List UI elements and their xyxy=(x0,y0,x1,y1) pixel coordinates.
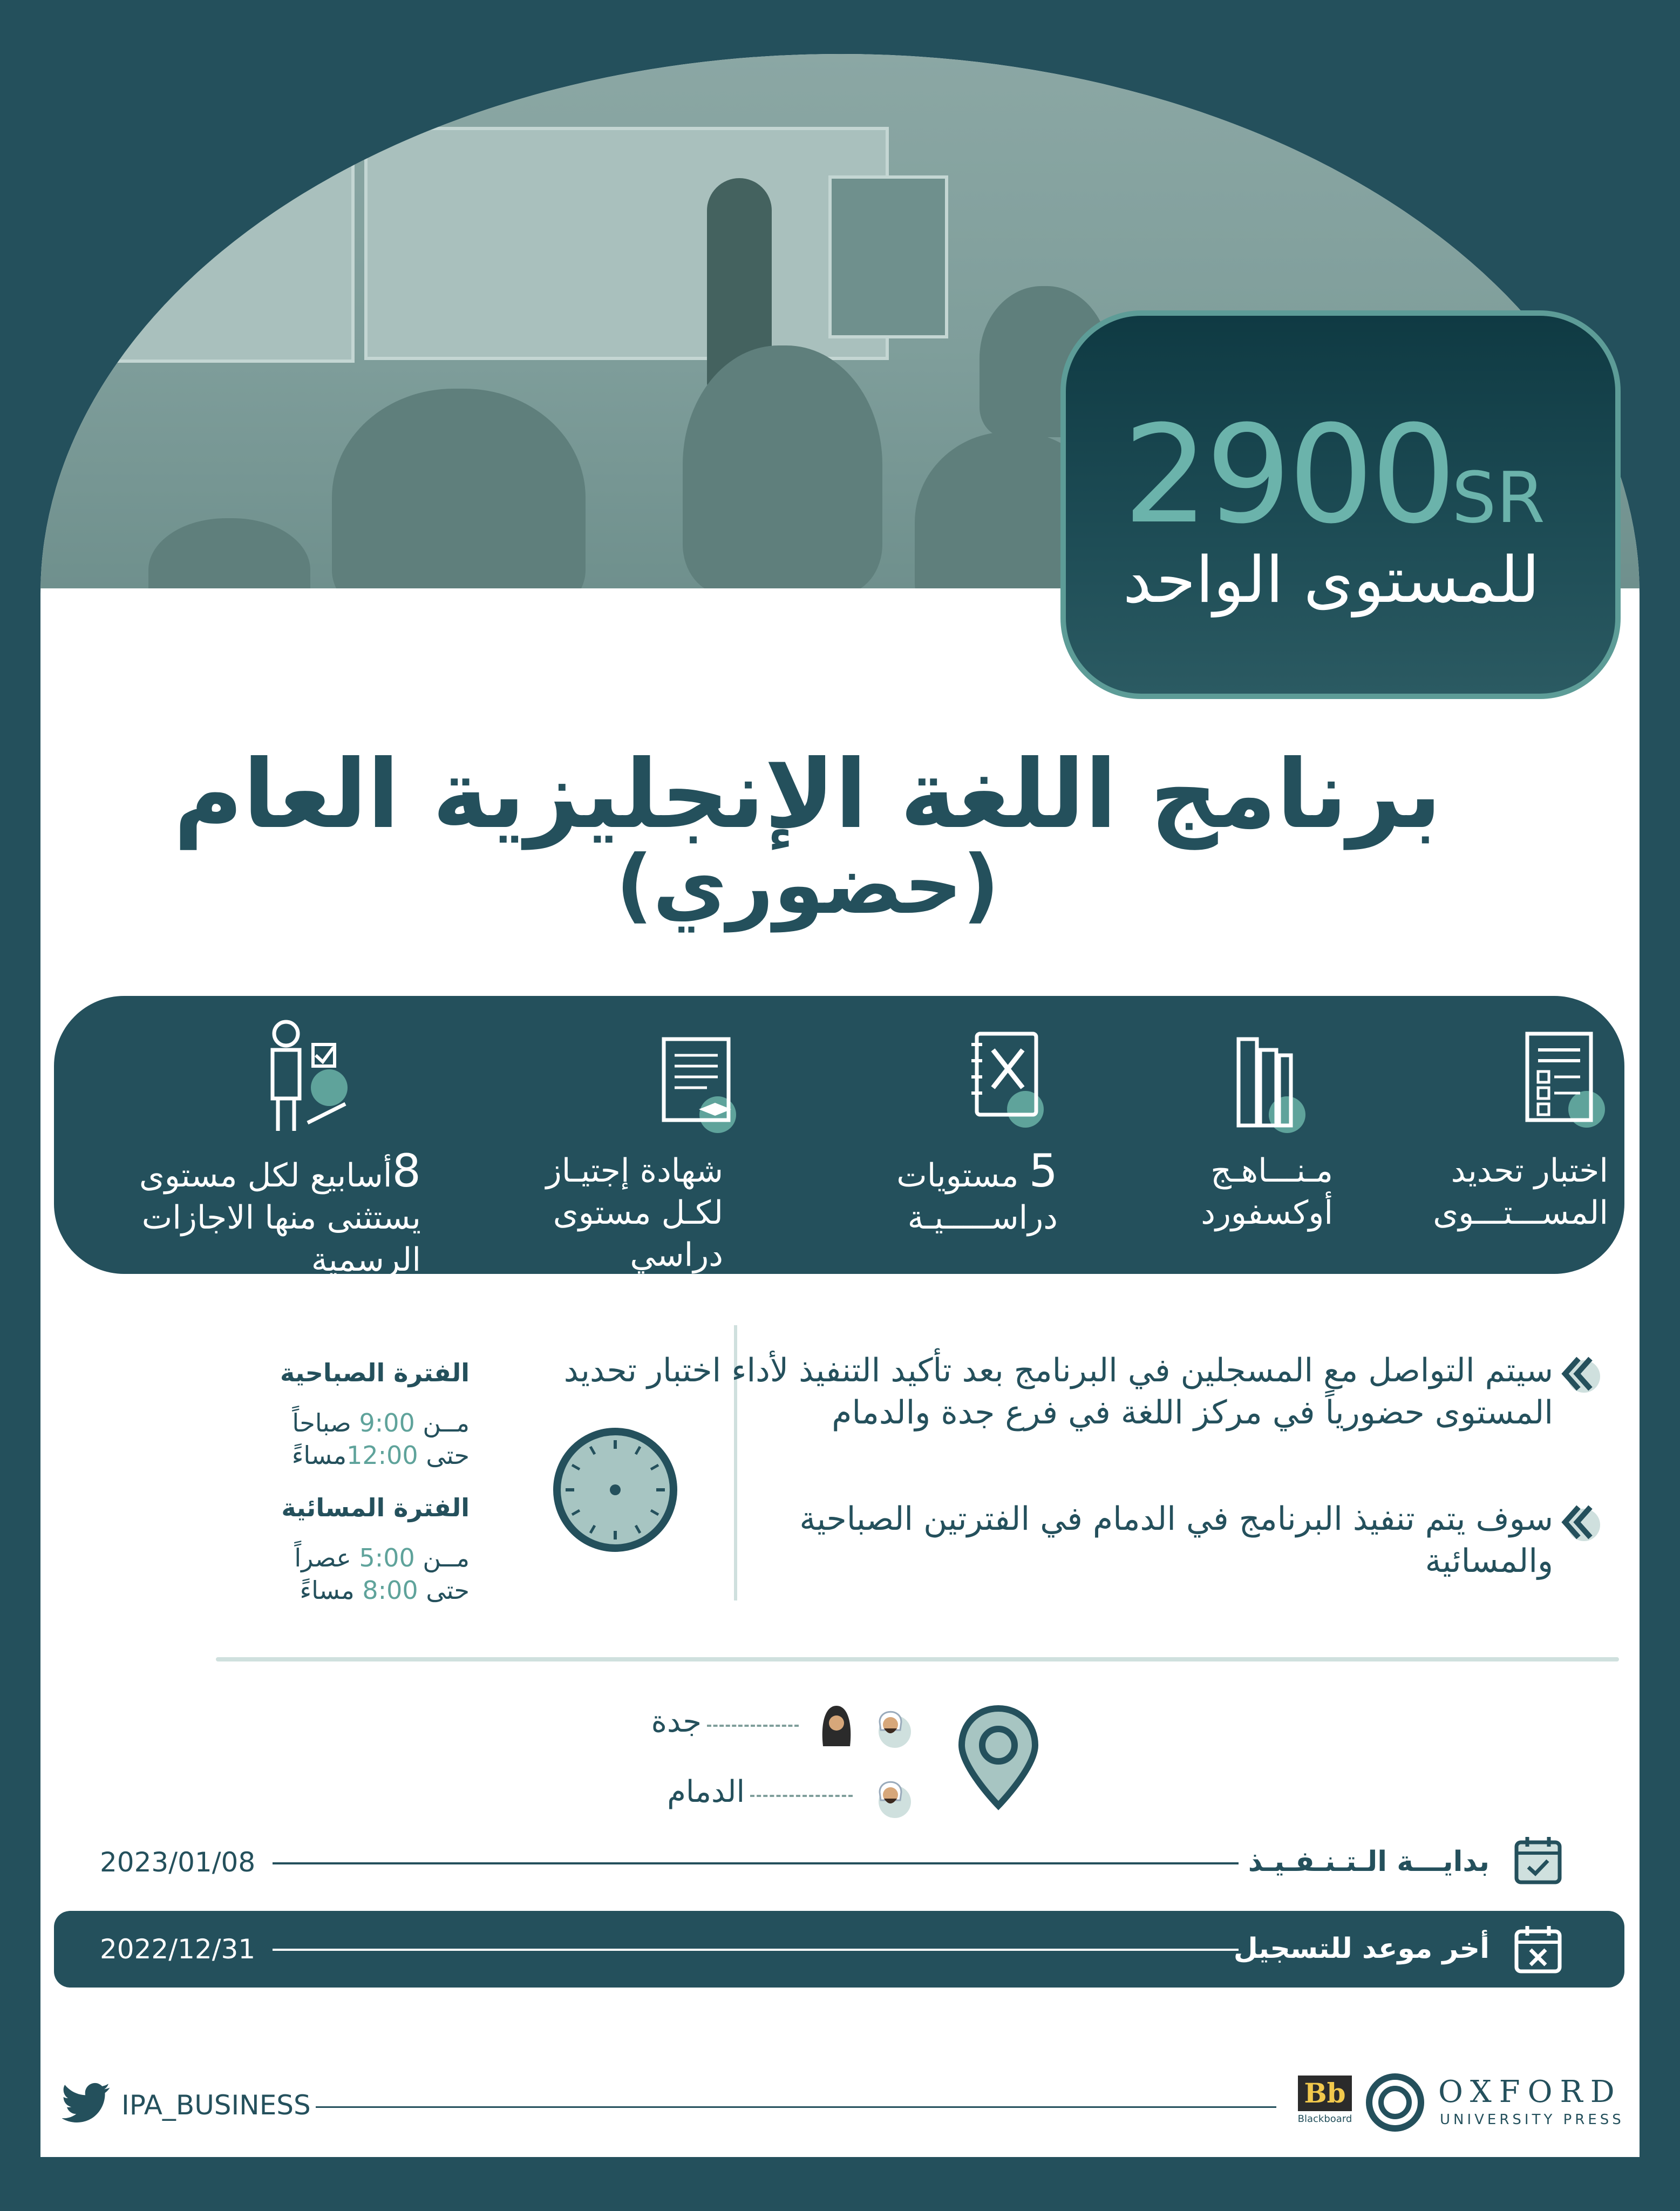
feature-line1: أسابيع لكل مستوى xyxy=(139,1157,392,1195)
evening-schedule xyxy=(189,1495,470,1606)
student-icon xyxy=(254,1018,362,1136)
twitter-icon[interactable] xyxy=(62,2083,111,2124)
currency-label: SR xyxy=(1452,457,1545,539)
chevron-left-icon xyxy=(1557,1501,1600,1544)
start-date-row xyxy=(54,1833,1624,1892)
feature-line3: الرسمية xyxy=(311,1241,421,1279)
feature-line1: اختبار تحديد xyxy=(1451,1152,1608,1190)
bullet-text-1: سيتم التواصل مع المسجلين في البرنامج بعد تأكيد التنفيذ لأداء اختبار تحديد المستوى حضورياً في مركز اللغة في فرع جدة والدمام xyxy=(563,1352,1553,1432)
feature-line2: أوكسفورد xyxy=(1201,1194,1333,1232)
deadline-label: أخر موعد للتسجيل xyxy=(1233,1932,1489,1965)
certificate-icon xyxy=(648,1028,756,1136)
footer-line xyxy=(316,2106,1276,2108)
books-icon xyxy=(1230,1028,1317,1136)
male-icon xyxy=(863,1700,917,1749)
twitter-handle[interactable]: IPA_BUSINESS xyxy=(121,2090,311,2121)
city-dammam: الدمام xyxy=(667,1774,745,1809)
price-amount: 2900 xyxy=(1123,396,1453,553)
oxford-subtitle: UNIVERSITY PRESS xyxy=(1440,2112,1624,2128)
feature-line2: المســـتـــوى xyxy=(1433,1194,1608,1232)
evening-title: الفترة المسائية xyxy=(281,1493,470,1522)
chevron-left-icon xyxy=(1557,1352,1600,1395)
feature-levels xyxy=(863,1028,1069,1266)
feature-line2: دراســـــيـة xyxy=(907,1199,1058,1237)
location-row-jeddah xyxy=(637,1700,917,1749)
from-suffix: عصراً xyxy=(294,1543,351,1572)
to-label: حتى xyxy=(426,1576,470,1605)
feature-number: 8 xyxy=(392,1144,421,1197)
female-icon xyxy=(810,1700,863,1749)
to-suffix: مساءً xyxy=(291,1441,347,1470)
deadline-date-value: 2022/12/31 xyxy=(100,1934,256,1965)
clock-icon xyxy=(550,1425,680,1555)
to-label: حتى xyxy=(426,1441,470,1470)
from-suffix: صباحاً xyxy=(292,1408,351,1437)
start-date-value: 2023/01/08 xyxy=(100,1847,256,1878)
feature-line2: لكـل مستوى xyxy=(553,1194,723,1232)
location-pin-icon xyxy=(955,1703,1042,1811)
oxford-logo-icon xyxy=(1365,2073,1425,2132)
program-subtitle: (حضوري) xyxy=(616,838,999,932)
male-icon xyxy=(863,1771,917,1819)
from-label: مــن xyxy=(423,1408,470,1437)
feature-line1: مـنـــاهـج xyxy=(1210,1152,1333,1190)
location-row-dammam xyxy=(637,1771,917,1819)
calendar-check-icon xyxy=(1511,1833,1565,1887)
feature-certificate xyxy=(540,1028,783,1274)
morning-schedule xyxy=(189,1360,470,1471)
feature-line1: مستويات xyxy=(896,1157,1019,1195)
from-time: 9:00 xyxy=(359,1408,415,1437)
feature-line3: دراسي xyxy=(630,1236,723,1274)
program-title: برنامج اللغة الإنجليزية العام xyxy=(173,740,1442,850)
to-time: 8:00 xyxy=(362,1576,418,1605)
row-line xyxy=(273,1862,1239,1864)
from-label: مــن xyxy=(423,1543,470,1572)
notebook-icon xyxy=(961,1023,1058,1131)
blackboard-logo: Bb Blackboard xyxy=(1295,2076,1355,2124)
to-time: 12:00 xyxy=(346,1441,418,1470)
feature-weeks xyxy=(119,1028,421,1279)
feature-oxford-curricula xyxy=(1166,1028,1344,1266)
start-date-label: بدايـــة الـتـنـفـيـذ xyxy=(1248,1846,1489,1878)
calendar-x-icon xyxy=(1511,1922,1565,1976)
oxford-wordmark: OXFORD xyxy=(1438,2074,1622,2110)
to-suffix: مساءً xyxy=(300,1576,355,1605)
feature-line2: يستثنى منها الاجازات xyxy=(141,1199,421,1237)
section-separator xyxy=(216,1657,1619,1661)
deadline-row xyxy=(54,1911,1624,1988)
blackboard-label: Blackboard xyxy=(1297,2113,1352,2125)
checklist-icon xyxy=(1516,1028,1614,1136)
bullet-text-2: سوف يتم تنفيذ البرنامج في الدمام في الفترتين الصباحية والمسائية xyxy=(799,1500,1553,1580)
feature-number: 5 xyxy=(1029,1144,1058,1197)
price-box xyxy=(1060,310,1621,699)
row-line xyxy=(273,1949,1239,1951)
feature-line1: شهادة إجتيـاز xyxy=(546,1152,723,1190)
feature-placement-test xyxy=(1433,1028,1614,1266)
city-jeddah: جدة xyxy=(651,1704,702,1739)
price-per-level: للمستوى الواحد xyxy=(1123,542,1540,617)
morning-title: الفترة الصباحية xyxy=(280,1358,470,1387)
from-time: 5:00 xyxy=(359,1543,415,1572)
features-band xyxy=(54,996,1624,1279)
